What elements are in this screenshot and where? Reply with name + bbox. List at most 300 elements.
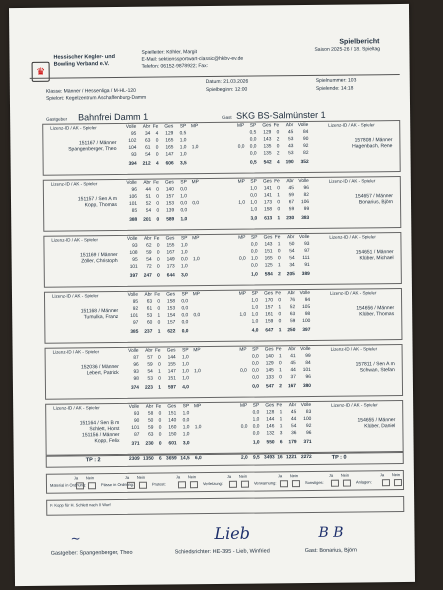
cell: Fe (152, 124, 159, 130)
cell: 45 (290, 410, 297, 416)
guest-player-name: 154656 / Männer (356, 305, 395, 312)
cell (187, 244, 199, 249)
signature-gast-mark: B B (318, 524, 344, 541)
guest-bahn-row (235, 411, 311, 417)
cell: 1,0 (194, 369, 201, 375)
cell: 1 (277, 216, 281, 222)
cell: 101 (130, 313, 139, 319)
cell: 63 (148, 432, 154, 438)
cell: 165 (264, 256, 273, 262)
cell: 0 (157, 320, 161, 326)
cell: Fe (154, 292, 161, 298)
cell: 0 (156, 243, 160, 249)
guest-bahn-row (232, 145, 308, 151)
cell: 54 (289, 249, 295, 255)
home-player-name: 151157 / Sen A m (77, 195, 118, 203)
cell (235, 377, 247, 382)
cell: 1,0 (179, 145, 187, 151)
cell: 154 (167, 313, 176, 319)
cell: 43 (288, 144, 294, 150)
ja-label: Ja (379, 472, 385, 478)
cell: 1,0 (182, 376, 189, 382)
cell: 144 (266, 417, 275, 423)
cell: 153 (166, 201, 175, 207)
check-box-ja (229, 481, 237, 488)
cell: Abr (286, 235, 295, 241)
cell: 101 (129, 264, 138, 270)
cell: 57 (147, 355, 153, 361)
nein-label: Nein (340, 472, 350, 478)
check-item-label: Protest: (151, 481, 166, 487)
guest-id-header: Lizenz-ID / AK - Spieler (329, 290, 377, 296)
cell: 0,0 (249, 137, 257, 143)
cell: 173 (263, 200, 273, 206)
cell: 1,0 (250, 207, 258, 213)
cell: 106 (128, 194, 137, 200)
cell: 0 (158, 432, 162, 438)
check-box-ja (127, 482, 135, 489)
cell: 91 (304, 262, 310, 269)
cell: 237 (144, 329, 153, 335)
cell: 0 (279, 375, 282, 381)
cell: MP (192, 292, 201, 298)
cell: 1,0 (251, 319, 259, 325)
cell: SP (180, 180, 187, 186)
home-id-header: Lizenz-ID / AK - Spieler (51, 237, 98, 243)
cell: 4 (276, 160, 280, 166)
cell: Abr (142, 124, 151, 130)
cell: 34 (144, 131, 151, 137)
home-id-header: Lizenz-ID / AK - Spieler (50, 181, 98, 187)
cell (234, 330, 246, 335)
cell: Ges (166, 348, 176, 354)
cell: 190 (285, 160, 294, 166)
guest-bahn-row (233, 152, 309, 158)
cell: 62 (146, 243, 152, 249)
cell: 1,0 (194, 425, 202, 431)
home-bahn-row (122, 300, 200, 306)
cell: 159 (265, 319, 274, 325)
cell: 59 (148, 425, 154, 431)
cell: 0,0 (250, 242, 258, 248)
cell: Volle (297, 122, 309, 129)
check-item-label: Verletzung: (202, 480, 224, 487)
cell: Volle (300, 402, 312, 409)
home-bahn-row (123, 377, 201, 383)
cell: 101 (131, 425, 140, 431)
cell: 644 (166, 273, 175, 279)
cell: Fe (153, 236, 160, 242)
guest-player-total (235, 385, 311, 391)
cell: SP (251, 291, 259, 297)
cell: 96 (131, 187, 137, 193)
cell: 0 (279, 361, 282, 367)
spielort: Spielort: Kegelzentrum Aschaffenburg-Damm (45, 94, 147, 102)
cell: 84 (302, 129, 309, 136)
cell: 0,5 (249, 130, 257, 136)
cell: 0,0 (180, 208, 188, 214)
cell: 0,0 (180, 257, 188, 263)
cell: 1 (277, 263, 281, 269)
cell: 87 (133, 355, 139, 361)
guest-bahn-row (234, 264, 310, 270)
home-bahn-row (122, 321, 200, 327)
guest-id-header: Lizenz-ID / AK - Spieler (328, 178, 376, 184)
cell: 59 (288, 193, 294, 199)
guest-bahn-row (233, 208, 309, 214)
cell: 0,0 (181, 329, 189, 335)
cell: 0,5 (249, 160, 257, 166)
cell: 1,0 (180, 194, 187, 200)
home-column-headers (123, 349, 201, 355)
cell: 3,5 (179, 161, 187, 167)
home-bahn-row (121, 153, 199, 159)
cell: 132 (266, 431, 275, 437)
total-cell: 9,5 (253, 455, 260, 461)
cell: 1 (279, 424, 283, 430)
signature-gastgeber-mark: ~ (70, 531, 81, 546)
cell: 54 (289, 256, 295, 262)
cell: Ges (262, 123, 272, 129)
guest-label: Gast (222, 114, 232, 120)
cell: 129 (263, 130, 272, 136)
check-item-label: Sonstiges: (304, 479, 324, 486)
cell (187, 218, 199, 223)
cell (189, 386, 201, 391)
cell: SP (182, 404, 190, 410)
guest-player-total (234, 273, 310, 279)
cell: 3,0 (182, 441, 190, 447)
cell: 0,0 (252, 368, 259, 374)
cell: 92 (303, 143, 309, 150)
cell: 36 (291, 431, 297, 437)
cell: 41 (290, 354, 296, 360)
verband-name-line2: Bowling Verband e.V. (53, 61, 110, 68)
cell: 1,0 (250, 200, 258, 206)
cell: 34 (289, 263, 295, 269)
cell: 93 (132, 243, 138, 249)
cell: 1,0 (181, 355, 189, 361)
nein-label: Nein (136, 474, 146, 480)
cell: 44 (290, 417, 297, 423)
cell: 1,0 (250, 256, 258, 262)
cell: 155 (167, 362, 176, 368)
cell: 179 (288, 440, 297, 446)
cell: 0,0 (252, 384, 259, 390)
home-bahn-row (122, 251, 200, 257)
cell: 96 (133, 362, 139, 368)
cell: 95 (132, 257, 138, 263)
cell (233, 195, 245, 200)
cell: 1,0 (179, 152, 187, 158)
cell: 0 (156, 208, 160, 214)
cell (233, 153, 245, 158)
klasse: Klasse: Männer / Hessenliga / M-HL-120 (45, 87, 136, 95)
ja-label: Ja (328, 472, 334, 478)
cell: 52 (145, 201, 152, 207)
cell: 0 (158, 418, 162, 424)
home-column-headers (121, 237, 199, 243)
cell: 149 (166, 257, 175, 263)
cell: 101 (129, 201, 138, 207)
cell (232, 139, 244, 144)
cell: 135 (263, 144, 272, 150)
home-column-headers (122, 293, 200, 299)
cell: 0,0 (181, 306, 189, 312)
nein-label: Nein (391, 472, 401, 478)
home-grand-totals (124, 457, 202, 463)
cell: 53 (147, 376, 153, 382)
cell: 1,0 (180, 250, 188, 256)
home-bahn-row (122, 314, 200, 320)
home-id-header: Lizenz-ID / AK - Spieler (50, 125, 97, 131)
cell: 96 (305, 374, 311, 381)
home-bahn-row (123, 370, 201, 376)
cell: 250 (287, 328, 296, 334)
cell: 2 (276, 137, 280, 143)
cell: 1,0 (182, 425, 190, 431)
home-player-total (121, 162, 199, 168)
check-box-nein (292, 480, 300, 487)
home-player-total (124, 442, 202, 448)
ja-label: Ja (124, 474, 130, 480)
total-cell: 3659 (166, 456, 177, 462)
total-cell: 6,0 (195, 456, 202, 462)
cell: 93 (133, 411, 140, 417)
cell: 54 (145, 208, 152, 214)
cell: 133 (265, 375, 274, 381)
cell: 95 (130, 131, 137, 137)
cell: 155 (166, 243, 175, 249)
cell: 143 (264, 242, 273, 248)
cell: SP (250, 179, 257, 185)
cell (188, 251, 200, 256)
cell: Ges (166, 292, 176, 298)
cell: 374 (130, 385, 139, 391)
guest-column-headers (234, 292, 310, 298)
guest-bahn-row (234, 306, 310, 312)
cell: MP (191, 124, 199, 130)
cell: 622 (167, 329, 176, 335)
cell: 0,0 (251, 354, 259, 360)
home-player-name: Kopp, Thomas (84, 201, 118, 209)
score-sheet (9, 4, 415, 586)
cell: MP (239, 347, 247, 353)
cell: 167 (287, 384, 296, 390)
cell: 0,0 (238, 256, 246, 262)
total-cell: 2272 (301, 454, 312, 461)
home-player-name: 151168 / Männer (80, 307, 119, 315)
cell: 1 (278, 354, 282, 360)
cell (234, 251, 246, 256)
cell: 1,0 (180, 217, 188, 223)
cell: 0 (157, 355, 161, 361)
guest-player-total (233, 217, 309, 223)
cell: 385 (130, 329, 139, 335)
total-cell: 2309 (129, 456, 140, 462)
cell: 93 (304, 241, 310, 248)
cell: 59 (147, 362, 153, 368)
tp-guest: TP : 0 (331, 454, 347, 461)
cell: 146 (266, 424, 275, 430)
hkbv-logo-icon: ♛ (32, 62, 50, 82)
cell: 54 (145, 152, 151, 158)
cell (235, 412, 247, 417)
cell: 1,0 (182, 369, 189, 375)
cell: 4 (155, 131, 159, 137)
cell: 388 (129, 217, 138, 223)
cell: 167 (166, 250, 175, 256)
cell: Abr (143, 180, 151, 186)
cell: 1,0 (251, 298, 259, 304)
cell: 63 (146, 299, 153, 305)
cell (233, 209, 245, 214)
cell: 76 (289, 298, 296, 304)
cell: SP (181, 292, 189, 298)
cell: 1,0 (182, 411, 190, 417)
cell: 3,0 (250, 216, 258, 222)
cell: 60 (146, 320, 153, 326)
cell: 99 (303, 206, 310, 213)
home-column-headers (120, 125, 198, 131)
cell: 2 (279, 384, 282, 390)
cell: Volle (298, 234, 310, 241)
cell: 550 (266, 440, 275, 446)
guest-column-headers (232, 124, 308, 130)
cell: 2 (278, 272, 281, 278)
cell: 0,0 (180, 187, 187, 193)
cell: 1,0 (251, 305, 259, 311)
cell: 0 (158, 441, 162, 447)
home-bahn-row (123, 419, 201, 425)
guest-bahn-row (232, 131, 308, 137)
cell: Fe (153, 180, 159, 186)
cell: 0 (277, 207, 281, 213)
cell: 0 (277, 256, 281, 262)
cell: Ges (167, 404, 177, 410)
cell: 0 (156, 194, 159, 200)
guest-player-name: 154651 / Männer (355, 249, 394, 256)
ja-label: Ja (226, 473, 232, 479)
cell (235, 433, 247, 438)
cell: SP (182, 348, 189, 354)
cell: MP (191, 180, 199, 186)
ja-label: Ja (277, 473, 283, 479)
guest-bahn-row (233, 187, 309, 193)
cell: 0 (156, 201, 160, 207)
guest-bahn-row (232, 138, 308, 144)
cell: SP (250, 235, 258, 241)
cell (189, 356, 201, 361)
season: Saison 2025-26 / 18. Spieltag (314, 46, 381, 53)
home-bahn-row (121, 244, 199, 250)
guest-player-name: 154657 / Männer (355, 193, 394, 200)
home-id-header: Lizenz-ID / AK - Spieler (52, 349, 100, 355)
cell: 584 (264, 272, 273, 278)
cell: 157 (265, 305, 274, 311)
cell (188, 274, 200, 279)
home-bahn-row (122, 307, 200, 313)
cell: 1,0 (182, 362, 189, 368)
cell: 394 (128, 161, 137, 167)
cell: 0 (278, 312, 282, 318)
spielleiter: Spielleiter: Köhler, Margit (141, 49, 198, 56)
home-player-total (121, 218, 199, 224)
guest-player-total (236, 441, 312, 447)
cell: 6 (279, 440, 283, 446)
home-player-total (123, 386, 201, 392)
home-bahn-row (122, 265, 200, 271)
guest-bahn-row (233, 194, 309, 200)
cell: Fe (274, 235, 281, 241)
guest-id-header: Lizenz-ID / AK - Spieler (330, 346, 378, 352)
cell: 0,0 (250, 249, 258, 255)
cell: MP (237, 123, 245, 129)
cell: 380 (302, 383, 311, 390)
cell: 93 (133, 369, 139, 375)
check-box-nein (241, 481, 249, 488)
cell: Abr (145, 348, 153, 354)
home-column-headers (121, 181, 199, 187)
cell: 59 (146, 250, 152, 256)
total-cell: 2,0 (241, 455, 248, 461)
signature-schiedsrichter: Schiedsrichter: HE-395 - Lieb, Winfried (174, 548, 270, 556)
home-bahn-row (121, 209, 199, 215)
checks-row (9, 4, 409, 8)
check-box-nein (394, 479, 402, 486)
cell: 0 (157, 264, 160, 270)
cell: Volle (126, 180, 137, 186)
cell: 0 (156, 250, 160, 256)
cell: Abr (287, 291, 296, 297)
guest-column-headers (235, 348, 311, 354)
cell: 0 (155, 152, 159, 158)
cell: Volle (126, 236, 138, 242)
check-item-label: Verwarnung: (253, 480, 277, 486)
cell (234, 307, 246, 312)
home-team-name: Bahnfrei Damm 1 (78, 111, 149, 123)
home-bahn-row (123, 412, 201, 418)
nein-label: Nein (187, 474, 197, 480)
home-player-name: 151156 / Männer (81, 431, 120, 439)
player-blocks (9, 4, 409, 8)
cell: Abr (143, 236, 152, 242)
cell: 547 (265, 384, 274, 390)
cell: 205 (286, 272, 295, 278)
cell: Ges (262, 179, 272, 185)
check-box-ja (178, 481, 186, 488)
guest-player-name: Klüber, Michael (359, 255, 394, 262)
cell: 352 (300, 159, 309, 166)
cell: 0 (155, 138, 159, 144)
cell: 230 (286, 216, 295, 222)
home-id-header: Lizenz-ID / AK - Spieler (53, 405, 100, 411)
cell: 1,0 (182, 432, 190, 438)
cell (234, 265, 246, 270)
cell: 1,0 (180, 243, 188, 249)
cell (186, 132, 198, 137)
guest-id-header: Lizenz-ID / AK - Spieler (328, 122, 375, 128)
cell: 54 (146, 257, 152, 263)
cell: 97 (304, 248, 310, 255)
cell: 165 (165, 138, 174, 144)
cell: 647 (265, 328, 274, 334)
guest-bahn-row (234, 320, 310, 326)
cell: 92 (132, 306, 139, 312)
home-player-name: 151167 / Männer (78, 139, 117, 147)
cell: 102 (128, 138, 137, 144)
total-cell: 1221 (286, 455, 297, 461)
